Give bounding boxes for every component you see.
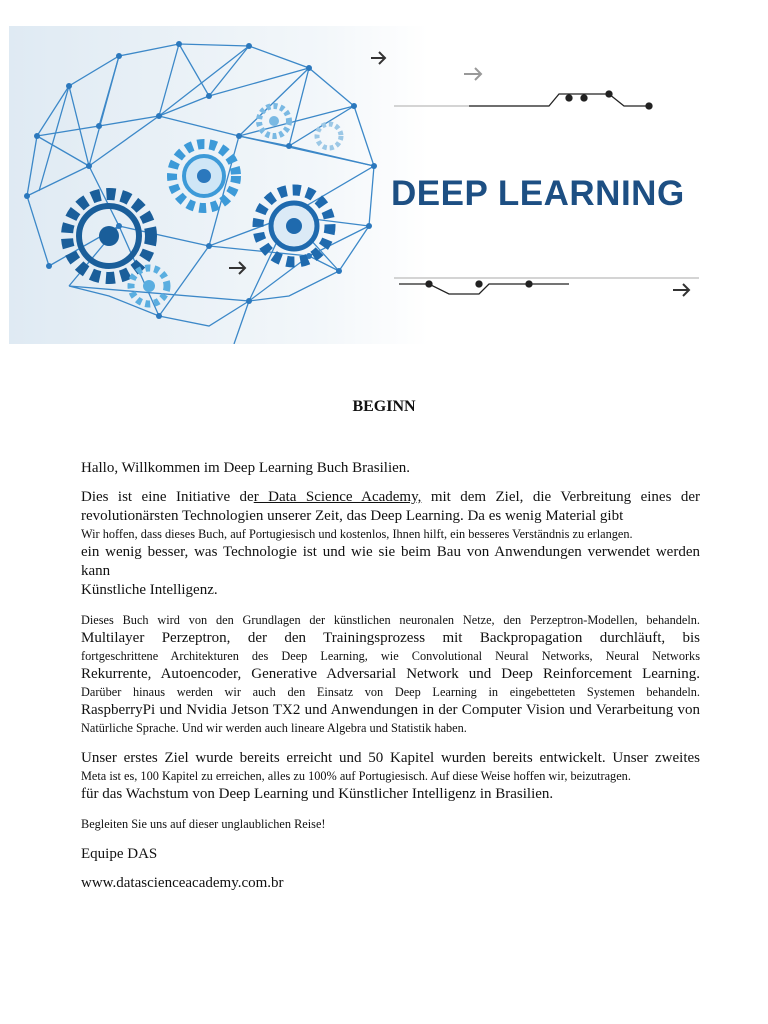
page-title: BEGINN <box>352 398 416 415</box>
text-line: Dieses Buch wird von den Grundlagen der künstlichen neuronalen Netze, den Perzeptron-Modellen, behandeln. <box>81 613 700 627</box>
text-line: für das Wachstum von Deep Learning und Künstlicher Intelligenz in Brasilien. <box>81 786 554 802</box>
banner-title: DEEP LEARNING <box>391 174 685 213</box>
text-line: Meta ist es, 100 Kapitel zu erreichen, alles zu 100% auf Portugiesisch. Auf diese Weise hoffen wir, beizutragen. <box>81 769 631 783</box>
text-segment: mit dem Ziel, die Verbreitung eines der <box>421 489 701 505</box>
text-line: revolutionärsten Technologien unserer Zeit, das Deep Learning. Da es wenig Material gibt <box>81 508 624 524</box>
text-line: Multilayer Perzeptron, der den Trainingsprozess mit Backpropagation durchläuft, bis <box>81 630 700 646</box>
closing-line: Begleiten Sie uns auf dieser unglaublichen Reise! <box>81 817 326 831</box>
text-line <box>81 488 700 507</box>
academy-link[interactable]: r Data Science Academy, <box>253 489 422 505</box>
text-line: ein wenig besser, was Technologie ist und wie sie beim Bau von Anwendungen verwendet werden kann <box>81 544 700 579</box>
gear-icon <box>67 194 151 278</box>
text-line: Darüber hinaus werden wir auch den Einsatz von Deep Learning in eingebetteten Systemen behandeln. <box>81 685 700 699</box>
gear-icon <box>317 124 341 148</box>
text-line: Wir hoffen, dass dieses Buch, auf Portugiesisch und kostenlos, Ihnen hilft, ein besseres Verständnis zu erlangen. <box>81 527 633 541</box>
text-line: Rekurrente, Autoencoder, Generative Adversarial Network und Deep Reinforcement Learning. <box>81 666 700 682</box>
text-line: Künstliche Intelligenz. <box>81 582 218 598</box>
document-body <box>81 459 700 893</box>
signature: Equipe DAS <box>81 846 158 862</box>
gear-icon <box>259 106 289 136</box>
gear-icon <box>258 190 330 262</box>
greeting-paragraph: Hallo, Willkommen im Deep Learning Buch Brasilien. <box>81 460 411 476</box>
website-link[interactable]: www.datascienceacademy.com.br <box>81 875 284 891</box>
text-line: RaspberryPi und Nvidia Jetson TX2 und Anwendungen in der Computer Vision und Verarbeitung von <box>81 702 700 718</box>
gear-icon <box>131 268 167 304</box>
gear-icon <box>172 144 236 208</box>
text-segment: Dies ist eine Initiative de <box>81 489 254 505</box>
text-line: fortgeschrittene Architekturen des Deep Learning, wie Convolutional Neural Networks, Neural Networks <box>81 649 700 663</box>
text-line: Unser erstes Ziel wurde bereits erreicht und 50 Kapitel wurden bereits entwickelt. Unser zweites <box>81 750 700 766</box>
text-line: Natürliche Sprache. Und wir werden auch lineare Algebra und Statistik haben. <box>81 721 467 735</box>
deep-learning-banner <box>9 26 708 344</box>
